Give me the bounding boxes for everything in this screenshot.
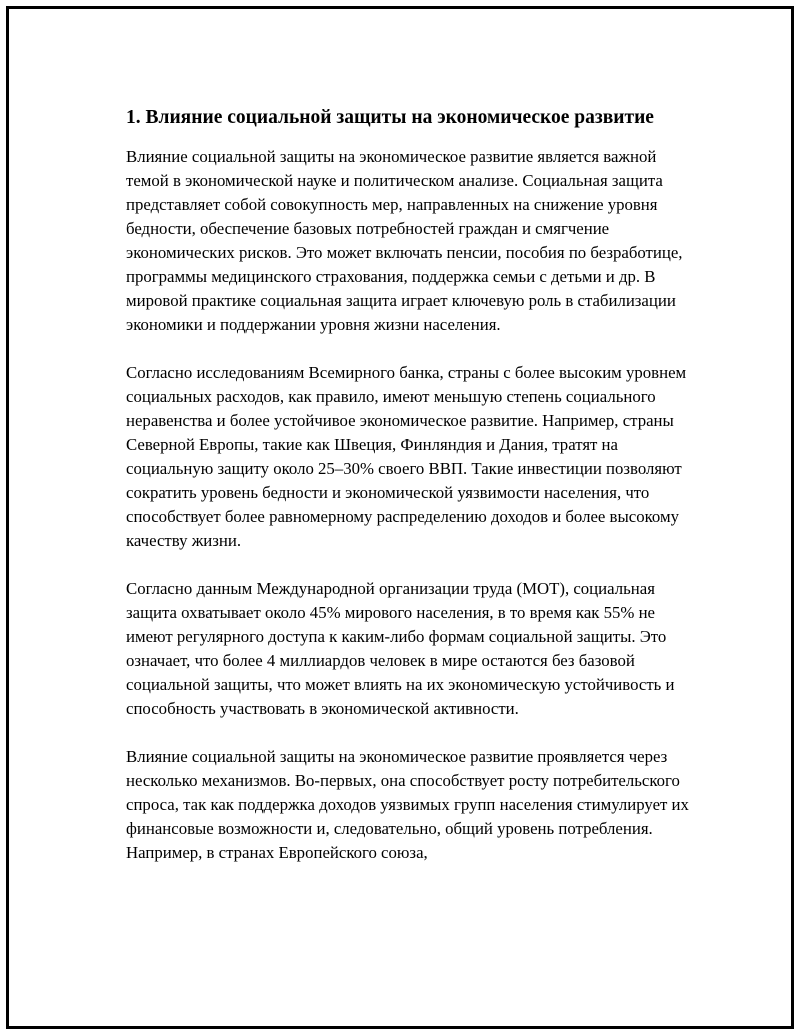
page-frame [6, 6, 794, 1029]
document-body [126, 103, 696, 889]
paragraph-3: Согласно данным Международной организации труда (МОТ), социальная защита охватывает около 45% мирового населения, в то время как 55% не имеют регулярного доступа к каким-либо формам социальной защиты. Это означает, что более 4 миллиардов человек в мире остаются без базовой социальной защиты, что может влиять на их экономическую устойчивость и способность участвовать в экономической активности. [126, 579, 675, 718]
section-heading: 1. Влияние социальной защиты на экономическое развитие [126, 107, 654, 128]
paragraph-4: Влияние социальной защиты на экономическое развитие проявляется через несколько механизмов. Во-первых, она способствует росту потребительского спроса, так как поддержка доходов уязвимых групп населения стимулирует их финансовые возможности и, следовательно, общий уровень потребления. Например, в странах Европейского союза, [126, 747, 689, 862]
paragraph-1: Влияние социальной защиты на экономическое развитие является важной темой в экономической науке и политическом анализе. Социальная защита представляет собой совокупность мер, направленных на снижение уровня бедности, обеспечение базовых потребностей граждан и смягчение экономических рисков. Это может включать пенсии, пособия по безработице, программы медицинского страхования, поддержка семьи с детьми и др. В мировой практике социальная защита играет ключевую роль в стабилизации экономики и поддержании уровня жизни населения. [126, 147, 683, 334]
paragraph-2: Согласно исследованиям Всемирного банка, страны с более высоким уровнем социальных расходов, как правило, имеют меньшую степень социального неравенства и более устойчивое экономическое развитие. Например, страны Северной Европы, такие как Швеция, Финляндия и Дания, тратят на социальную защиту около 25–30% своего ВВП. Такие инвестиции позволяют сократить уровень бедности и экономической уязвимости населения, что способствует более равномерному распределению доходов и более высокому качеству жизни. [126, 363, 687, 550]
